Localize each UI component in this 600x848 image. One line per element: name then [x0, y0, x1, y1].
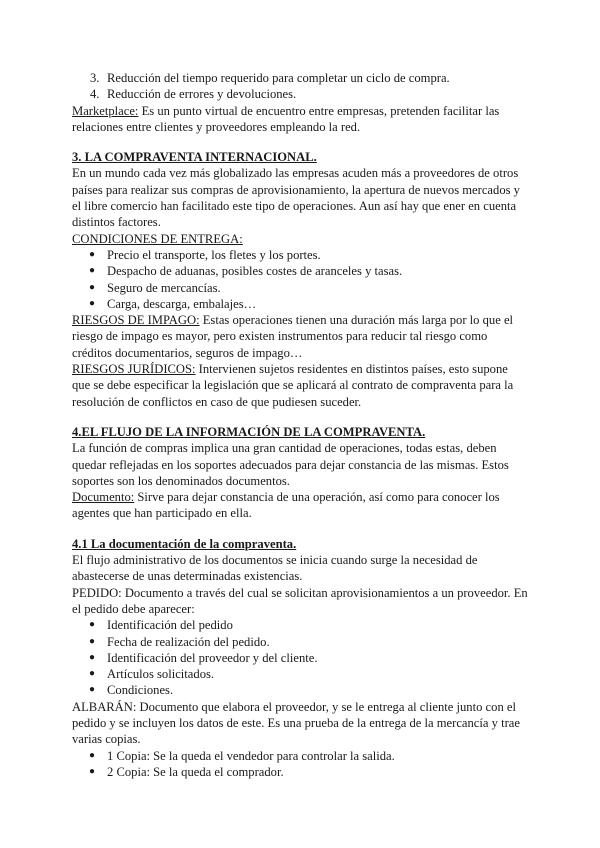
section-4-1-intro: El flujo administrativo de los documentos se inicia cuando surge la necesidad de abastecerse de unas determinadas existencias.: [72, 553, 478, 584]
riesgos-juridicos-label: RIESGOS JURÍDICOS:: [72, 362, 196, 377]
list-item-text: Reducción del tiempo requerido para completar un ciclo de compra.: [107, 71, 450, 85]
list-item-text: Condiciones.: [107, 683, 174, 698]
list-item: [72, 296, 528, 312]
list-item-text: Artículos solicitados.: [107, 667, 215, 682]
albaran-paragraph: ALBARÁN: Documento que elabora el proveedor, y se le entrega al cliente junto con el pedido y se incluyen los datos de este. Es una prueba de la entrega de la mercancía y trae varias copias.: [72, 699, 520, 747]
bullet-icon: ●: [89, 619, 96, 631]
list-item: [72, 634, 528, 650]
list-item: [72, 682, 528, 698]
list-item: [72, 748, 528, 764]
conditions-label: CONDICIONES DE ENTREGA:: [72, 231, 243, 246]
list-item-text: Precio el transporte, los fletes y los portes.: [107, 247, 321, 262]
conditions-list: [72, 247, 528, 312]
bullet-icon: ●: [89, 635, 96, 647]
marketplace-text: Es un punto virtual de encuentro entre empresas, pretenden facilitar las relaciones entre clientes y proveedores empleando la red.: [72, 103, 500, 134]
list-item-text: 1 Copia: Se la queda el vendedor para controlar la salida.: [107, 748, 395, 763]
bullet-icon: ●: [89, 765, 96, 777]
documento-text: Sirve para dejar constancia de una operación, así como para conocer los agentes que han participado en ella.: [72, 490, 500, 521]
riesgos-impago-paragraph: [72, 312, 528, 361]
list-item-text: Fecha de realización del pedido.: [107, 634, 270, 649]
bullet-icon: ●: [89, 651, 96, 663]
list-item: [72, 86, 528, 102]
riesgos-impago-text: Estas operaciones tienen una duración más larga por lo que el riesgo de impago es mayor, pero existen instrumentos para reducir tal riesgo como créditos documentarios, seguros de impago…: [72, 313, 514, 360]
list-item-text: Identificación del proveedor y del cliente.: [107, 650, 318, 665]
list-number: 3.: [90, 71, 100, 85]
section-3-intro: En un mundo cada vez más globalizado las empresas acuden más a proveedores de otros países para realizar sus compras de aprovisionamiento, la apertura de nuevos mercados y el libre comercio han facilitado este tipo de operaciones. Aun así hay que ener en cuenta distintos factores.: [72, 166, 520, 230]
list-number: 4.: [90, 87, 100, 102]
albaran-list: [72, 748, 528, 781]
bullet-icon: ●: [89, 281, 96, 293]
list-item: [72, 70, 528, 86]
riesgos-juridicos-paragraph: [72, 361, 528, 410]
list-item: [72, 650, 528, 666]
section-3-heading: 3. LA COMPRAVENTA INTERNACIONAL.: [72, 150, 317, 165]
bullet-icon: ●: [89, 749, 96, 761]
list-item: [72, 617, 528, 633]
documento-paragraph: [72, 489, 528, 522]
bullet-icon: ●: [89, 668, 96, 680]
list-item: [72, 263, 528, 279]
list-item: [72, 764, 528, 780]
pedido-list: [72, 617, 528, 698]
section-4-intro: La función de compras implica una gran cantidad de operaciones, todas estas, deben quedar reflejadas en los soportes adecuados para dejar constancia de las mismas. Estos soportes son los denominados documentos.: [72, 441, 509, 488]
bullet-icon: ●: [89, 684, 96, 696]
numbered-list: [72, 70, 528, 103]
riesgos-impago-label: RIESGOS DE IMPAGO:: [72, 313, 200, 328]
bullet-icon: ●: [89, 297, 96, 309]
riesgos-juridicos-text: Intervienen sujetos residentes en distintos países, esto supone que se debe especificar la legislación que se aplicará al contrato de compraventa para la resolución de conflictos en caso de que pudiesen suceder.: [72, 362, 514, 409]
bullet-icon: ●: [89, 248, 96, 260]
section-4-1-heading: 4.1 La documentación de la compraventa.: [72, 536, 297, 551]
list-item-text: Identificación del pedido: [107, 618, 233, 633]
list-item-text: Reducción de errores y devoluciones.: [107, 87, 297, 102]
list-item: [72, 280, 528, 296]
list-item: [72, 247, 528, 263]
section-4-heading: 4.EL FLUJO DE LA INFORMACIÓN DE LA COMPRAVENTA.: [72, 424, 426, 439]
list-item-text: 2 Copia: Se la queda el comprador.: [107, 764, 284, 779]
marketplace-paragraph: [72, 103, 528, 136]
bullet-icon: ●: [89, 265, 96, 277]
marketplace-label: Marketplace:: [72, 103, 139, 118]
list-item-text: Carga, descarga, embalajes…: [107, 296, 257, 311]
pedido-paragraph: PEDIDO: Documento a través del cual se solicitan aprovisionamientos a un proveedor. En el pedido debe aparecer:: [72, 585, 528, 616]
list-item-text: Seguro de mercancías.: [107, 280, 221, 295]
list-item-text: Despacho de aduanas, posibles costes de aranceles y tasas.: [107, 264, 403, 279]
list-item: [72, 666, 528, 682]
documento-label: Documento:: [72, 490, 135, 505]
